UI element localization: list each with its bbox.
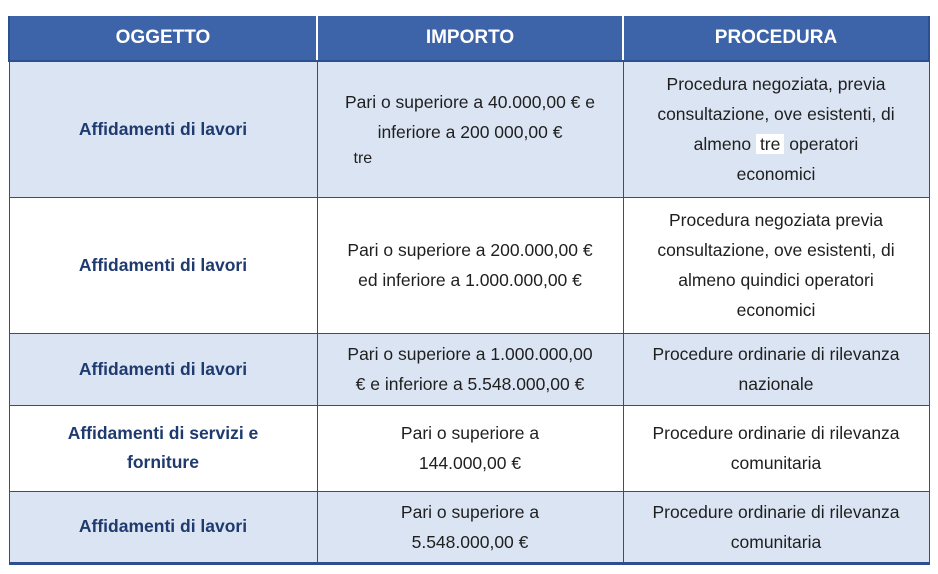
oggetto-cell xyxy=(9,491,317,563)
table-body xyxy=(9,61,929,563)
procedura-line-pre: almeno xyxy=(693,134,752,155)
table-row xyxy=(9,61,929,197)
oggetto-text: Affidamenti di lavori xyxy=(78,516,248,536)
procedura-cell xyxy=(623,405,929,491)
table-row xyxy=(9,491,929,563)
importo-line: Pari o superiore a 1.000.000,00 xyxy=(347,344,593,364)
importo-line: Pari o superiore a 40.000,00 € e xyxy=(344,92,596,113)
oggetto-line: forniture xyxy=(127,452,199,472)
procedura-line: Procedure ordinarie di rilevanza xyxy=(652,423,900,443)
procedura-line: Procedura negoziata previa xyxy=(668,210,884,230)
oggetto-line: Affidamenti di servizi e xyxy=(67,423,259,443)
importo-line: Pari o superiore a xyxy=(400,501,540,522)
procurement-thresholds-table-frame xyxy=(8,16,928,564)
importo-line: inferiore a 200 000,00 € xyxy=(377,122,563,143)
procedura-line: economici xyxy=(736,164,816,185)
header-importo: IMPORTO xyxy=(317,16,623,61)
procedura-line: Procedura negoziata, previa xyxy=(666,74,886,95)
procedura-highlight: tre xyxy=(756,134,784,154)
procedura-line: almeno quindici operatori xyxy=(678,270,874,290)
header-procedura: PROCEDURA xyxy=(623,16,929,61)
oggetto-text: Affidamenti di lavori xyxy=(78,358,248,379)
importo-line: 5.548.000,00 € xyxy=(411,531,529,552)
oggetto-cell xyxy=(9,61,317,197)
importo-line: € e inferiore a 5.548.000,00 € xyxy=(355,374,585,394)
procedura-line: Procedure ordinarie di rilevanza xyxy=(652,501,900,522)
procedura-line: consultazione, ove esistenti, di xyxy=(657,104,895,125)
table-row xyxy=(9,333,929,405)
importo-cell xyxy=(317,333,623,405)
procedura-line: nazionale xyxy=(738,374,814,394)
procedura-line: economici xyxy=(736,300,816,320)
importo-cell xyxy=(317,405,623,491)
oggetto-text: Affidamenti di lavori xyxy=(78,118,248,139)
procedura-line: Procedure ordinarie di rilevanza xyxy=(652,344,900,364)
importo-note: tre xyxy=(353,150,373,168)
importo-line: 144.000,00 € xyxy=(418,453,522,473)
importo-line: ed inferiore a 1.000.000,00 € xyxy=(358,270,582,290)
procedura-line: comunitaria xyxy=(730,453,822,473)
procedura-cell xyxy=(623,333,929,405)
header-oggetto: OGGETTO xyxy=(9,16,317,61)
procurement-thresholds-table xyxy=(8,16,930,565)
procedura-cell xyxy=(623,197,929,333)
table-row xyxy=(9,197,929,333)
table-header xyxy=(9,16,929,61)
importo-line: Pari o superiore a xyxy=(400,423,540,443)
table-row xyxy=(9,405,929,491)
oggetto-text: Affidamenti di lavori xyxy=(78,254,248,275)
header-row xyxy=(9,16,929,61)
procedura-cell xyxy=(623,61,929,197)
importo-cell xyxy=(317,197,623,333)
importo-cell xyxy=(317,61,623,197)
procedura-line: consultazione, ove esistenti, di xyxy=(657,240,895,260)
procedura-line: comunitaria xyxy=(730,531,822,552)
procedura-cell xyxy=(623,491,929,563)
oggetto-cell xyxy=(9,197,317,333)
importo-cell xyxy=(317,491,623,563)
importo-line: Pari o superiore a 200.000,00 € xyxy=(347,240,593,260)
oggetto-cell xyxy=(9,333,317,405)
procedura-line-post: operatori xyxy=(789,134,859,155)
oggetto-cell xyxy=(9,405,317,491)
